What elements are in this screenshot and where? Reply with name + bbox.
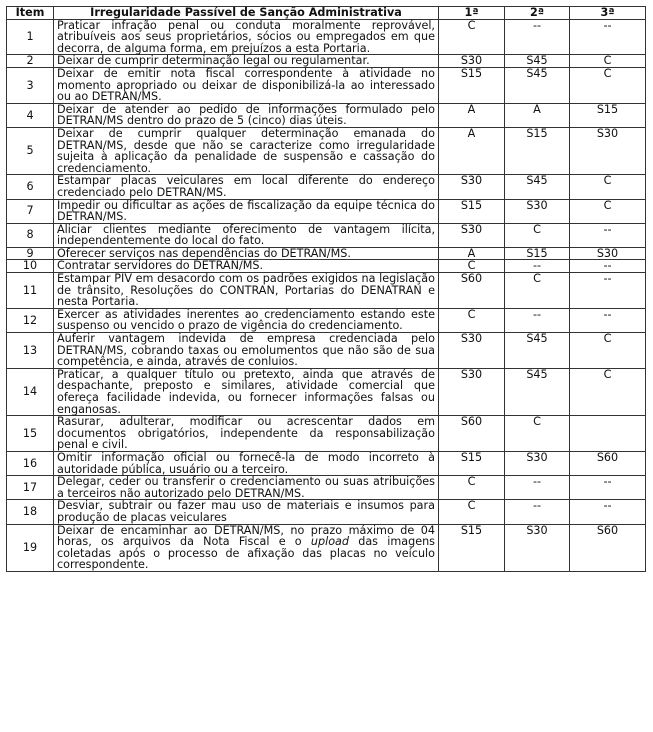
penalty-first: A	[439, 247, 505, 260]
item-number: 15	[7, 416, 54, 452]
table-row	[7, 103, 646, 127]
table-row	[7, 199, 646, 223]
irregularity-text: Praticar, a qualquer título ou pretexto, ainda que através de despachante, preposto e similares, atividade comercial que ofereça facilidade indevida, ou fornecer informações falsas ou enganosas.	[54, 368, 439, 415]
penalty-second: S45	[505, 368, 570, 415]
irregularity-text: Rasurar, adulterar, modificar ou acrescentar dados em documentos obrigatórios, independente da responsabilização penal e civil.	[54, 416, 439, 452]
penalty-third: S60	[570, 524, 646, 571]
penalty-first: C	[439, 500, 505, 524]
table-row	[7, 55, 646, 68]
penalty-second: S45	[505, 55, 570, 68]
item-number: 1	[7, 19, 54, 55]
irregularity-text: Omitir informação oficial ou fornecê-la de modo incorreto à autoridade pública, usuário ou a terceiro.	[54, 451, 439, 475]
irregularity-text: Impedir ou dificultar as ações de fiscalização da equipe técnica do DETRAN/MS.	[54, 199, 439, 223]
irregularity-text: Deixar de cumprir determinação legal ou regulamentar.	[54, 55, 439, 68]
penalty-third: --	[570, 476, 646, 500]
penalty-third: --	[570, 308, 646, 332]
item-number: 18	[7, 500, 54, 524]
penalty-second: S30	[505, 199, 570, 223]
table-row	[7, 333, 646, 369]
item-number: 9	[7, 247, 54, 260]
irregularity-text-part: das imagens coletadas após o processo de afixação das placas no veículo correspondente.	[57, 535, 435, 572]
penalty-second: A	[505, 103, 570, 127]
penalty-first: A	[439, 103, 505, 127]
header-first-offense: 1ª	[439, 7, 505, 20]
penalty-first: S30	[439, 368, 505, 415]
penalty-first: C	[439, 260, 505, 273]
penalty-third: --	[570, 500, 646, 524]
table-row	[7, 260, 646, 273]
table-row	[7, 127, 646, 174]
penalty-second: --	[505, 500, 570, 524]
table-row	[7, 524, 646, 571]
item-number: 17	[7, 476, 54, 500]
table-row	[7, 368, 646, 415]
item-number: 12	[7, 308, 54, 332]
penalty-second: --	[505, 19, 570, 55]
penalty-first: C	[439, 308, 505, 332]
header-third-offense: 3ª	[570, 7, 646, 20]
table-row	[7, 416, 646, 452]
item-number: 2	[7, 55, 54, 68]
item-number: 11	[7, 273, 54, 309]
item-number: 4	[7, 103, 54, 127]
penalty-second: S15	[505, 247, 570, 260]
table-row	[7, 500, 646, 524]
irregularity-text-part: Deixar de encaminhar ao DETRAN/MS, no prazo máximo de 04 horas, os arquivos da Nota Fiscal e o	[57, 523, 435, 549]
table-row	[7, 273, 646, 309]
penalty-third: S15	[570, 103, 646, 127]
penalty-first: S15	[439, 524, 505, 571]
penalty-third: --	[570, 223, 646, 247]
irregularity-text: Deixar de cumprir qualquer determinação emanada do DETRAN/MS, desde que não se caracterize como irregularidade sujeita à aplicação da penalidade de suspensão e cassação do credenciamento.	[54, 127, 439, 174]
penalty-third: S30	[570, 127, 646, 174]
penalty-third: S60	[570, 451, 646, 475]
table-row	[7, 19, 646, 55]
upload-term: upload	[310, 535, 349, 549]
penalty-third: C	[570, 333, 646, 369]
penalty-second: --	[505, 308, 570, 332]
penalty-third: C	[570, 55, 646, 68]
penalty-first: S60	[439, 416, 505, 452]
item-number: 13	[7, 333, 54, 369]
item-number: 3	[7, 67, 54, 103]
header-second-offense: 2ª	[505, 7, 570, 20]
header-row	[7, 7, 646, 20]
penalty-third: --	[570, 19, 646, 55]
penalty-second: S30	[505, 524, 570, 571]
penalty-third: C	[570, 368, 646, 415]
item-number: 7	[7, 199, 54, 223]
table-row	[7, 175, 646, 199]
item-number: 10	[7, 260, 54, 273]
table-row	[7, 308, 646, 332]
penalty-second: C	[505, 416, 570, 452]
penalty-second: --	[505, 476, 570, 500]
penalty-second: S45	[505, 67, 570, 103]
penalty-first: S15	[439, 199, 505, 223]
penalty-first: S60	[439, 273, 505, 309]
header-description: Irregularidade Passível de Sanção Administrativa	[54, 7, 439, 20]
table-row	[7, 247, 646, 260]
penalty-third	[570, 416, 646, 452]
sanctions-table	[6, 6, 646, 572]
item-number: 5	[7, 127, 54, 174]
item-number: 8	[7, 223, 54, 247]
penalty-first: S30	[439, 333, 505, 369]
penalty-third: C	[570, 175, 646, 199]
penalty-third: --	[570, 260, 646, 273]
penalty-first: S15	[439, 451, 505, 475]
penalty-first: S30	[439, 223, 505, 247]
irregularity-text: Desviar, subtrair ou fazer mau uso de materiais e insumos para produção de placas veiculares	[54, 500, 439, 524]
penalty-second: S15	[505, 127, 570, 174]
irregularity-text: Praticar infração penal ou conduta moralmente reprovável, atribuíveis aos seus proprietários, sócios ou empregados em que decorra, de alguma forma, em prejuízos a esta Portaria.	[54, 19, 439, 55]
irregularity-text: Estampar PIV em desacordo com os padrões exigidos na legislação de trânsito, Resoluções do CONTRAN, Portarias do DENATRAN e nesta Portaria.	[54, 273, 439, 309]
penalty-second: --	[505, 260, 570, 273]
irregularity-text: Exercer as atividades inerentes ao credenciamento estando este suspenso ou vencido o prazo de vigência do credenciamento.	[54, 308, 439, 332]
irregularity-text: Auferir vantagem indevida de empresa credenciada pelo DETRAN/MS, cobrando taxas ou emolumentos que não são de sua competência, e ainda, através de conluios.	[54, 333, 439, 369]
penalty-first: C	[439, 476, 505, 500]
table-row	[7, 223, 646, 247]
penalty-second: C	[505, 273, 570, 309]
item-number: 19	[7, 524, 54, 571]
penalty-third: --	[570, 273, 646, 309]
irregularity-text: Delegar, ceder ou transferir o credenciamento ou suas atribuições a terceiros não autorizado pelo DETRAN/MS.	[54, 476, 439, 500]
item-number: 6	[7, 175, 54, 199]
table-row	[7, 67, 646, 103]
irregularity-text: Aliciar clientes mediante oferecimento de vantagem ilícita, independentemente do local do fato.	[54, 223, 439, 247]
item-number: 14	[7, 368, 54, 415]
table-row	[7, 451, 646, 475]
irregularity-text: Oferecer serviços nas dependências do DETRAN/MS.	[54, 247, 439, 260]
irregularity-text: Contratar servidores do DETRAN/MS.	[54, 260, 439, 273]
item-number: 16	[7, 451, 54, 475]
penalty-third: S30	[570, 247, 646, 260]
penalty-first: A	[439, 127, 505, 174]
irregularity-text: Deixar de atender ao pedido de informações formulado pelo DETRAN/MS dentro do prazo de 5 (cinco) dias úteis.	[54, 103, 439, 127]
penalty-third: C	[570, 199, 646, 223]
penalty-first: S30	[439, 55, 505, 68]
irregularity-text	[54, 524, 439, 571]
penalty-first: S15	[439, 67, 505, 103]
penalty-third: C	[570, 67, 646, 103]
penalty-first: S30	[439, 175, 505, 199]
header-item: Item	[7, 7, 54, 20]
penalty-second: S45	[505, 333, 570, 369]
penalty-second: S45	[505, 175, 570, 199]
penalty-first: C	[439, 19, 505, 55]
penalty-second: C	[505, 223, 570, 247]
irregularity-text: Estampar placas veiculares em local diferente do endereço credenciado pelo DETRAN/MS.	[54, 175, 439, 199]
penalty-second: S30	[505, 451, 570, 475]
table-row	[7, 476, 646, 500]
irregularity-text: Deixar de emitir nota fiscal correspondente à atividade no momento apropriado ou deixar de disponibilizá-la ao interessado ou ao DETRAN/MS.	[54, 67, 439, 103]
